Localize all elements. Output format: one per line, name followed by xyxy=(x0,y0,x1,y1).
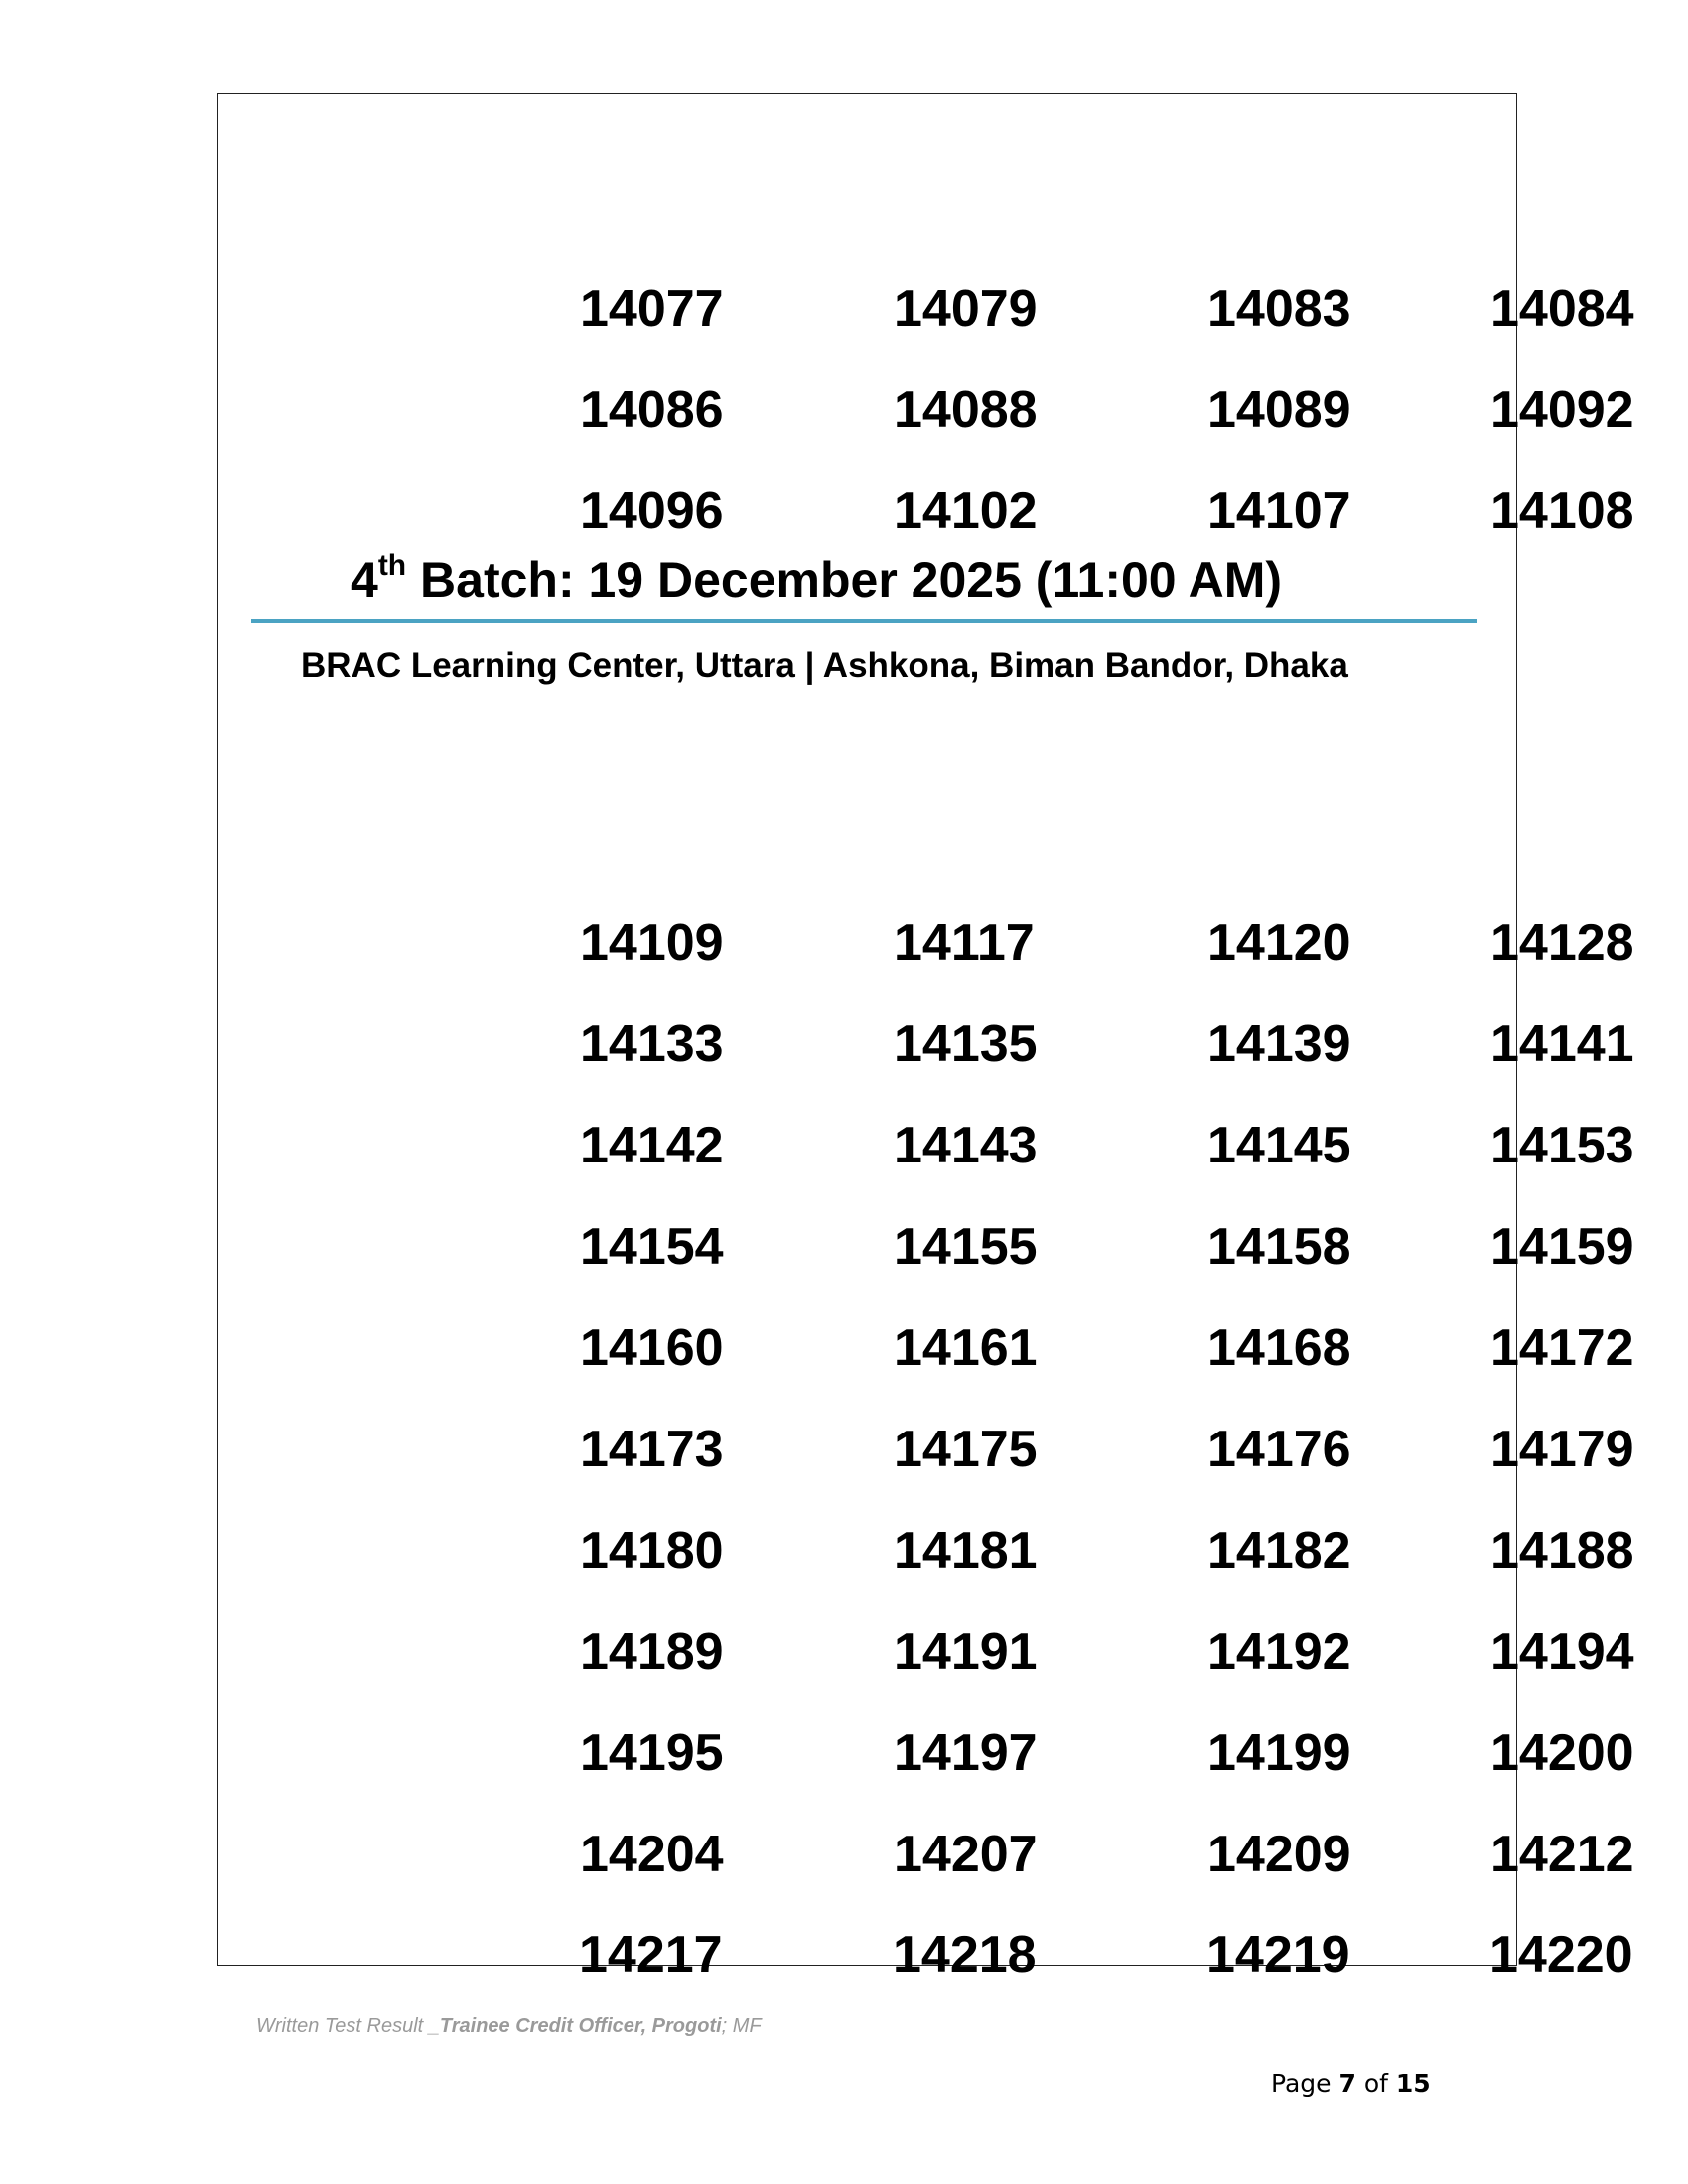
roll-number: 14220 xyxy=(1489,1926,1633,1983)
roll-number: 14194 xyxy=(1490,1623,1634,1681)
roll-number: 14086 xyxy=(580,381,724,439)
roll-number: 14084 xyxy=(1490,280,1634,338)
roll-number: 14143 xyxy=(894,1117,1038,1174)
roll-number: 14197 xyxy=(894,1724,1038,1782)
roll-number: 14204 xyxy=(580,1826,724,1883)
roll-number: 14135 xyxy=(894,1016,1038,1073)
batch-heading xyxy=(351,545,1282,614)
batch-venue: BRAC Learning Center, Uttara | Ashkona, Biman Bandor, Dhaka xyxy=(301,646,1348,685)
roll-number: 14153 xyxy=(1490,1117,1634,1174)
page-number xyxy=(1271,2069,1431,2098)
batch-ordinal-suffix: th xyxy=(377,549,407,582)
roll-row xyxy=(218,903,1634,983)
roll-number: 14155 xyxy=(894,1218,1038,1276)
roll-number: 14109 xyxy=(580,914,724,972)
roll-number: 14191 xyxy=(894,1623,1038,1681)
roll-number: 14120 xyxy=(1207,914,1351,972)
roll-number: 14077 xyxy=(580,280,724,338)
footer-prefix: Written Test Result _ xyxy=(256,2015,440,2037)
roll-row xyxy=(217,1915,1633,1994)
roll-number: 14212 xyxy=(1490,1826,1634,1883)
footer-position: Trainee Credit Officer, Progoti xyxy=(439,2015,722,2037)
roll-row xyxy=(218,1207,1634,1287)
roll-number: 14179 xyxy=(1490,1421,1634,1478)
page-current: 7 xyxy=(1338,2069,1356,2098)
page-total: 15 xyxy=(1395,2069,1431,2098)
roll-number: 14088 xyxy=(894,381,1038,439)
roll-number: 14142 xyxy=(580,1117,724,1174)
roll-number: 14182 xyxy=(1207,1522,1351,1579)
roll-number: 14181 xyxy=(894,1522,1038,1579)
roll-number: 14180 xyxy=(580,1522,724,1579)
batch-title: Batch: 19 December 2025 (11:00 AM) xyxy=(406,552,1283,608)
roll-number: 14092 xyxy=(1490,381,1634,439)
roll-number: 14128 xyxy=(1490,914,1634,972)
roll-row xyxy=(218,269,1634,348)
heading-divider xyxy=(251,619,1477,623)
page-of: of xyxy=(1355,2069,1396,2098)
roll-number: 14133 xyxy=(580,1016,724,1073)
roll-row xyxy=(218,370,1634,450)
roll-number: 14107 xyxy=(1207,482,1351,540)
roll-number: 14173 xyxy=(580,1421,724,1478)
roll-number: 14199 xyxy=(1207,1724,1351,1782)
roll-number: 14154 xyxy=(580,1218,724,1276)
roll-number: 14207 xyxy=(894,1826,1038,1883)
roll-number: 14141 xyxy=(1490,1016,1634,1073)
roll-number: 14168 xyxy=(1207,1319,1351,1377)
roll-number: 14217 xyxy=(579,1926,723,1983)
roll-row xyxy=(218,1815,1634,1894)
roll-number: 14161 xyxy=(894,1319,1038,1377)
page-label: Page xyxy=(1271,2069,1339,2098)
roll-row xyxy=(218,1612,1634,1692)
roll-number: 14159 xyxy=(1490,1218,1634,1276)
roll-row xyxy=(218,1713,1634,1793)
roll-number: 14176 xyxy=(1207,1421,1351,1478)
roll-row xyxy=(218,1511,1634,1590)
roll-number: 14175 xyxy=(894,1421,1038,1478)
roll-row xyxy=(218,1106,1634,1185)
roll-number: 14209 xyxy=(1207,1826,1351,1883)
roll-number: 14108 xyxy=(1490,482,1634,540)
roll-number: 14139 xyxy=(1207,1016,1351,1073)
roll-number: 14083 xyxy=(1207,280,1351,338)
roll-number: 14218 xyxy=(893,1926,1037,1983)
roll-number: 14096 xyxy=(580,482,724,540)
roll-number: 14188 xyxy=(1490,1522,1634,1579)
roll-number: 14102 xyxy=(894,482,1038,540)
roll-number: 14200 xyxy=(1490,1724,1634,1782)
roll-number: 14189 xyxy=(580,1623,724,1681)
roll-number: 14195 xyxy=(580,1724,724,1782)
roll-number: 14192 xyxy=(1207,1623,1351,1681)
roll-row xyxy=(218,1308,1634,1388)
roll-number: 14219 xyxy=(1206,1926,1350,1983)
footer-note xyxy=(256,2015,762,2038)
roll-row xyxy=(218,1005,1634,1084)
roll-row xyxy=(218,1410,1634,1489)
roll-number: 14089 xyxy=(1207,381,1351,439)
roll-number: 14158 xyxy=(1207,1218,1351,1276)
roll-number: 14117 xyxy=(894,914,1035,972)
roll-number: 14145 xyxy=(1207,1117,1351,1174)
roll-number: 14079 xyxy=(894,280,1038,338)
roll-number: 14172 xyxy=(1490,1319,1634,1377)
batch-number: 4 xyxy=(351,552,378,608)
roll-number: 14160 xyxy=(580,1319,724,1377)
roll-row xyxy=(218,472,1634,551)
footer-suffix: ; MF xyxy=(721,2015,762,2037)
